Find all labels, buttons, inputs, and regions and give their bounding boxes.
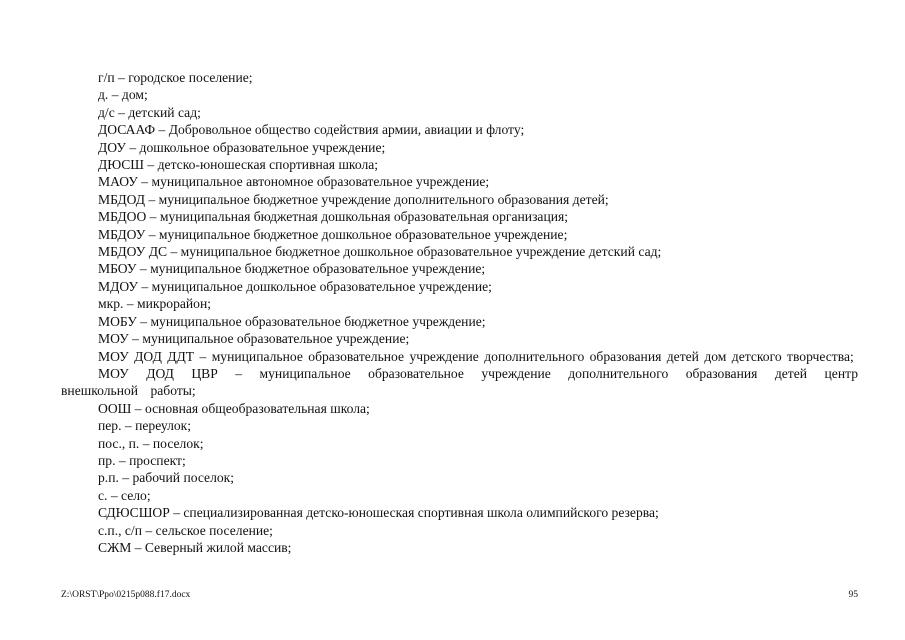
abbreviation-entry: ДОУ – дошкольное образовательное учреждение; — [98, 139, 386, 155]
abbreviation-entry: МБДОУ ДС – муниципальное бюджетное дошкольное образовательное учреждение детский сад; — [98, 244, 662, 260]
abbreviation-entry: МОУ ДОД ЦВР – муниципальное образовательное учреждение дополнительного образования детей центр внешкольной работы; — [61, 365, 858, 399]
abbreviation-entry: д/с – детский сад; — [98, 104, 201, 120]
abbreviation-entry: МБОУ – муниципальное бюджетное образовательное учреждение; — [98, 261, 486, 277]
abbreviation-list — [61, 69, 858, 556]
abbreviation-entry: МОУ – муниципальное образовательное учреждение; — [98, 331, 410, 347]
abbreviation-entry: пер. – переулок; — [98, 418, 192, 434]
abbreviation-entry: МБДОД – муниципальное бюджетное учреждение дополнительного образования детей; — [98, 191, 609, 207]
abbreviation-entry: пр. – проспект; — [98, 452, 186, 468]
abbreviation-entry: МАОУ – муниципальное автономное образовательное учреждение; — [98, 174, 490, 190]
abbreviation-entry: МБДОО – муниципальная бюджетная дошкольная образовательная организация; — [98, 209, 569, 225]
footer-file-path: Z:\ORST\Ppo\0215p088.f17.docx — [61, 590, 191, 600]
abbreviation-entry: с. – село; — [98, 487, 151, 503]
abbreviation-entry: СЖМ – Северный жилой массив; — [98, 539, 292, 555]
abbreviation-entry: р.п. – рабочий поселок; — [98, 470, 235, 486]
abbreviation-entry: д. – дом; — [98, 87, 148, 103]
abbreviation-entry: МОУ ДОД ДДТ – муниципальное образовательное учреждение дополнительного образования детей дом детского творчества; — [98, 348, 854, 364]
abbreviation-entry: МОБУ – муниципальное образовательное бюджетное учреждение; — [98, 313, 486, 329]
abbreviation-entry: г/п – городское поселение; — [98, 70, 253, 85]
abbreviation-entry: ООШ – основная общеобразовательная школа; — [98, 400, 370, 416]
abbreviation-entry: МДОУ – муниципальное дошкольное образовательное учреждение; — [98, 278, 492, 294]
abbreviation-entry: СДЮСШОР – специализированная детско-юношеская спортивная школа олимпийского резерва; — [98, 505, 659, 521]
abbreviation-entry: ДЮСШ – детско-юношеская спортивная школа; — [98, 157, 379, 173]
abbreviation-entry: мкр. – микрорайон; — [98, 296, 212, 312]
abbreviation-entry: с.п., с/п – сельское поселение; — [98, 522, 273, 538]
abbreviation-entry: ДОСААФ – Добровольное общество содействия армии, авиации и флоту; — [98, 122, 525, 138]
footer-page-number: 95 — [848, 590, 858, 600]
abbreviation-entry: МБДОУ – муниципальное бюджетное дошкольное образовательное учреждение; — [98, 226, 568, 242]
abbreviation-entry: пос., п. – поселок; — [98, 435, 204, 451]
